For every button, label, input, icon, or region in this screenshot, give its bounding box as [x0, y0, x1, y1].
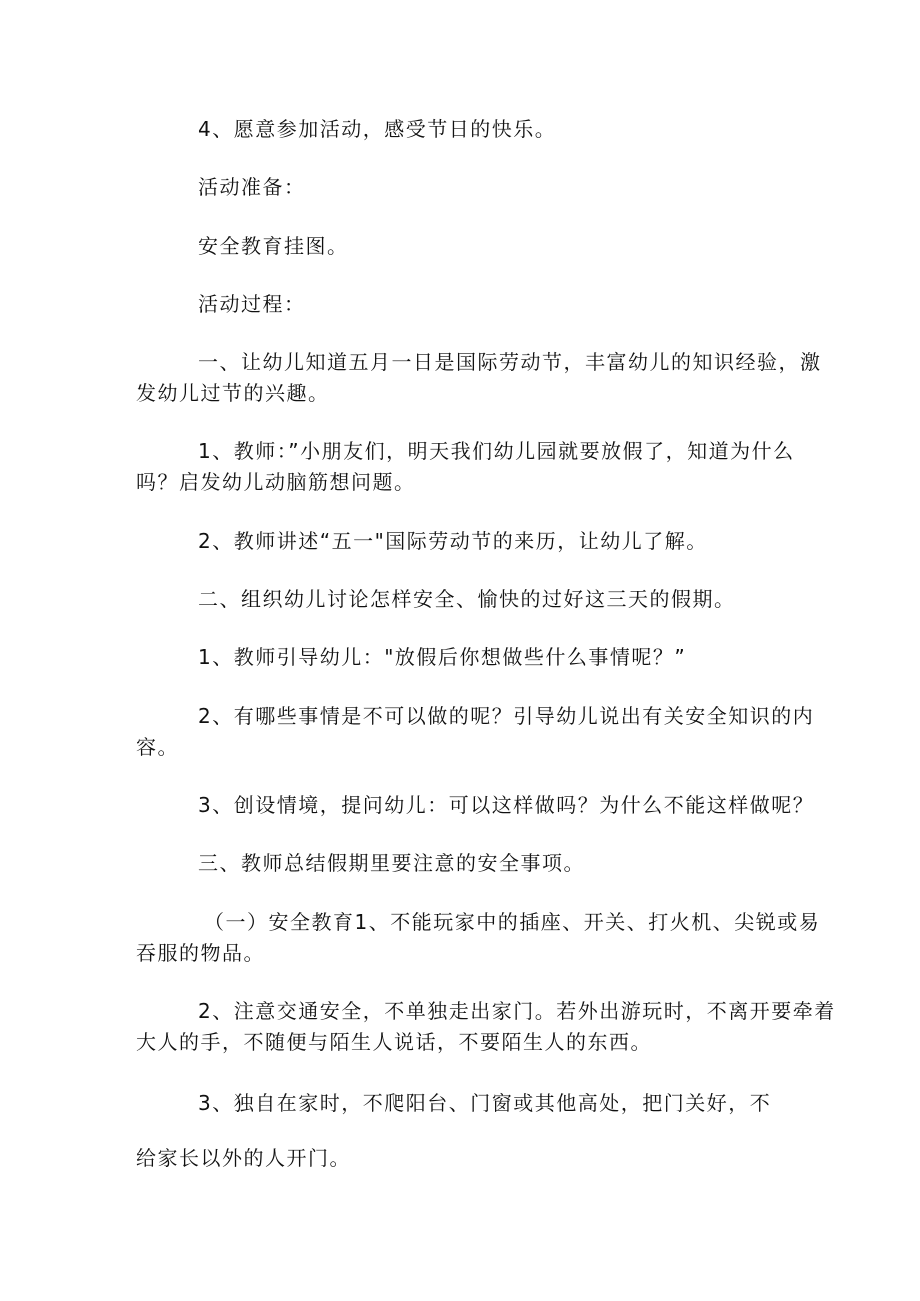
home-alone-line-1: 3、独自在家时，不爬阳台、门窗或其他高处，把门关好，不 [198, 1091, 772, 1115]
paragraph-one-line-1: 一、让幼儿知道五月一日是国际劳动节，丰富幼儿的知识经验，激 [198, 350, 822, 374]
text-line-wall-chart: 安全教育挂图。 [198, 234, 349, 258]
item-3-create-scenario: 3、创设情境，提问幼儿：可以这样做吗？为什么不能这样做呢？ [198, 793, 815, 817]
item-2-teacher-narrates: 2、教师讲述“五一"国际劳动节的来历，让幼儿了解。 [198, 529, 708, 553]
item-1-teacher-line-2: 吗？启发幼儿动脑筋想问题。 [136, 470, 416, 494]
item-1-guide-children: 1、教师引导幼儿："放假后你想做些什么事情呢？” [198, 645, 687, 669]
traffic-safety-line-2: 大人的手，不随便与陌生人说话，不要陌生人的东西。 [136, 1030, 652, 1054]
text-line-4-willing: 4、愿意参加活动，感受节日的快乐。 [198, 117, 557, 141]
home-alone-line-2: 给家长以外的人开门。 [136, 1146, 351, 1170]
heading-activity-preparation: 活动准备： [198, 175, 306, 199]
paragraph-two: 二、组织幼儿讨论怎样安全、愉快的过好这三天的假期。 [198, 587, 736, 611]
safety-education-line-2: 吞服的物品。 [136, 941, 265, 965]
item-1-teacher-line-1: 1、教师：”小朋友们，明天我们幼儿园就要放假了，知道为什么 [198, 439, 795, 463]
heading-activity-process: 活动过程： [198, 292, 306, 316]
paragraph-three: 三、教师总结假期里要注意的安全事项。 [198, 851, 585, 875]
safety-education-line-1: （一）安全教育1、不能玩家中的插座、开关、打火机、尖锐或易 [204, 910, 821, 934]
item-2-forbidden-things-line-1: 2、有哪些事情是不可以做的呢？引导幼儿说出有关安全知识的内 [198, 704, 815, 728]
item-2-forbidden-things-line-2: 容。 [136, 735, 179, 759]
traffic-safety-line-1: 2、注意交通安全，不单独走出家门。若外出游玩时，不离开要牵着 [198, 999, 836, 1023]
paragraph-one-line-2: 发幼儿过节的兴趣。 [136, 381, 330, 405]
